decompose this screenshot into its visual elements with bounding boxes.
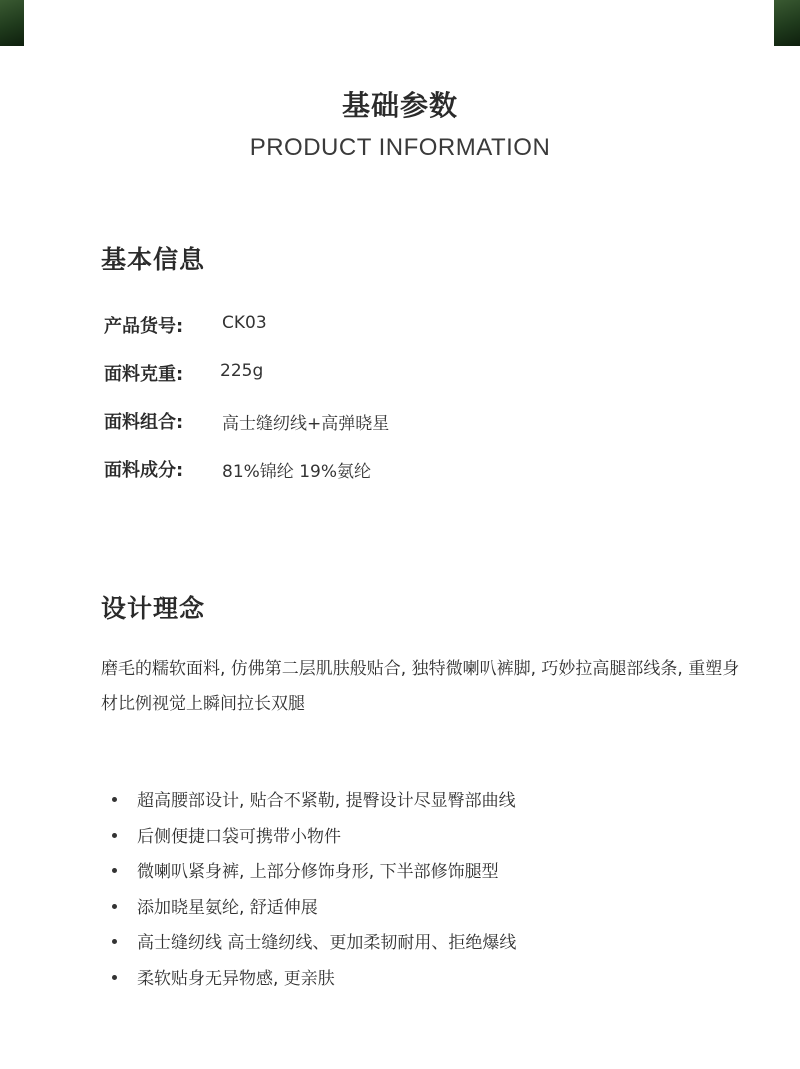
feature-text: 微喇叭紧身裤, 上部分修饰身形, 下半部修饰腿型: [137, 862, 499, 882]
spec-label: 面料组合:: [104, 412, 184, 433]
bullet-icon: [112, 939, 117, 944]
spec-label: 产品货号:: [104, 316, 184, 337]
bullet-icon: [112, 833, 117, 838]
feature-text: 后侧便捷口袋可携带小物件: [137, 826, 341, 847]
decorative-photo-corner-left: [0, 0, 24, 46]
feature-text: 柔软贴身无异物感, 更亲肤: [137, 968, 335, 989]
bullet-icon: [112, 797, 117, 802]
spec-label: 面料克重:: [104, 364, 184, 385]
feature-text: 超高腰部设计, 贴合不紧勒, 提臀设计尽显臀部曲线: [137, 791, 516, 811]
decorative-photo-corner-right: [774, 0, 800, 46]
bullet-icon: [112, 975, 117, 980]
spec-value: 81%锦纶 19%氨纶: [222, 462, 371, 482]
page-title: 基础参数: [341, 89, 458, 122]
design-concept-heading: 设计理念: [101, 594, 206, 623]
spec-label: 面料成分:: [104, 460, 184, 481]
design-description: 磨毛的糯软面料, 仿佛第二层肌肤般贴合, 独特微喇叭裤脚, 巧妙拉高腿部线条, 重塑身材比例视觉上瞬间拉长双腿: [101, 659, 740, 714]
spec-value: 高士缝纫线+高弹晓星: [222, 414, 390, 434]
spec-value: CK03: [222, 313, 267, 333]
feature-text: 添加晓星氨纶, 舒适伸展: [137, 897, 318, 918]
spec-value: 225g: [220, 361, 264, 381]
feature-text: 高士缝纫线 高士缝纫线、更加柔韧耐用、拒绝爆线: [137, 933, 517, 953]
bullet-icon: [112, 868, 117, 873]
basic-info-heading: 基本信息: [101, 245, 206, 274]
page-subtitle: PRODUCT INFORMATION: [249, 134, 551, 161]
bullet-icon: [112, 904, 117, 909]
